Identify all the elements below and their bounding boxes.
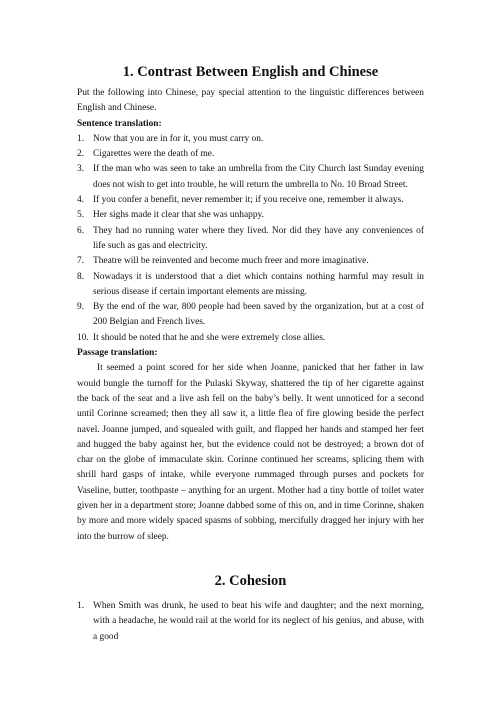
- passage-text: It seemed a point scored for her side when Joanne, panicked that her father in law would bungle the turnoff for the Pulaski Skyway, shattered the tip of her cigarette against the back of the seat and a live ash fell on the baby’s belly. It went unnoticed for a second until Corinne screamed; then they all saw it, a little flea of fire glowing beside the perfect navel. Joanne jumped, and squealed with guilt, and flapped her hands and stamped her feet and hugged the baby against her, but the evidence could not be destroyed; a brown dot of char on the globe of immaculate skin. Corinne continued her screams, splicing them with shrill hard gasps of intake, while everyone rummaged through purses and pockets for Vaseline, butter, toothpaste – anything for an urgent. Mother had a tiny bottle of toilet water given her in a department store; Joanne dabbed some of this on, and in time Corinne, shaken by more and more widely spaced spasms of sobbing, mercifully dragged her injury with her into the burrow of sleep.: [77, 363, 424, 542]
- list-item: [77, 132, 424, 147]
- section-2-title: 2. Cohesion: [214, 572, 287, 589]
- cohesion-list: [77, 599, 424, 645]
- item-number: 2.: [77, 149, 85, 160]
- item-text: By the end of the war, 800 people had been saved by the organization, but at a cost of 200 Belgian and French lives.: [93, 302, 424, 328]
- item-text: It should be noted that he and she were extremely close allies.: [93, 332, 326, 343]
- item-text: Cigarettes were the death of me.: [93, 149, 215, 160]
- section-1-title: 1. Contrast Between English and Chinese: [122, 64, 379, 80]
- item-number: 10.: [77, 332, 89, 343]
- page-content: [77, 62, 424, 645]
- item-text: When Smith was drunk, he used to beat his wife and daughter; and the next morning, with a headache, he would rail at the world for its neglect of his genius, and abuse, with a good: [93, 600, 424, 642]
- item-number: 5.: [77, 210, 85, 221]
- list-item: [77, 224, 424, 255]
- item-number: 6.: [77, 225, 85, 236]
- list-item: [77, 147, 424, 162]
- sentence-translation-label: Sentence translation:: [77, 118, 162, 129]
- item-text: Her sighs made it clear that she was unhappy.: [93, 210, 264, 221]
- item-number: 9.: [77, 302, 85, 313]
- list-item: [77, 208, 424, 223]
- item-number: 7.: [77, 256, 85, 267]
- item-number: 4.: [77, 195, 85, 206]
- item-number: 3.: [77, 164, 85, 175]
- passage-translation-label: Passage translation:: [77, 348, 158, 359]
- item-text: If you confer a benefit, never remember it; if you receive one, remember it always.: [93, 195, 404, 206]
- list-item: [77, 300, 424, 331]
- item-number: 1.: [77, 133, 85, 144]
- list-item: [77, 254, 424, 269]
- sentence-list: [77, 132, 424, 346]
- item-text: They had no running water where they lived. Nor did they have any conveniences of life such as gas and electricity.: [93, 225, 424, 251]
- list-item: [77, 162, 424, 193]
- list-item: [77, 331, 424, 346]
- item-text: Nowadays it is understood that a diet which contains nothing harmful may result in serious disease if certain important elements are missing.: [93, 271, 424, 297]
- item-number: 8.: [77, 271, 85, 282]
- list-item: [77, 270, 424, 301]
- item-text: Theatre will be reinvented and become much freer and more imaginative.: [93, 256, 369, 267]
- item-number: 1.: [77, 600, 85, 611]
- list-item: [77, 599, 424, 645]
- section-1-intro: Put the following into Chinese, pay special attention to the linguistic differences between English and Chinese.: [77, 88, 424, 114]
- item-text: Now that you are in for it, you must carry on.: [93, 133, 264, 144]
- item-text: If the man who was seen to take an umbrella from the City Church last Sunday evening does not wish to get into trouble, he will return the umbrella to No. 10 Broad Street.: [93, 164, 424, 190]
- list-item: [77, 193, 424, 208]
